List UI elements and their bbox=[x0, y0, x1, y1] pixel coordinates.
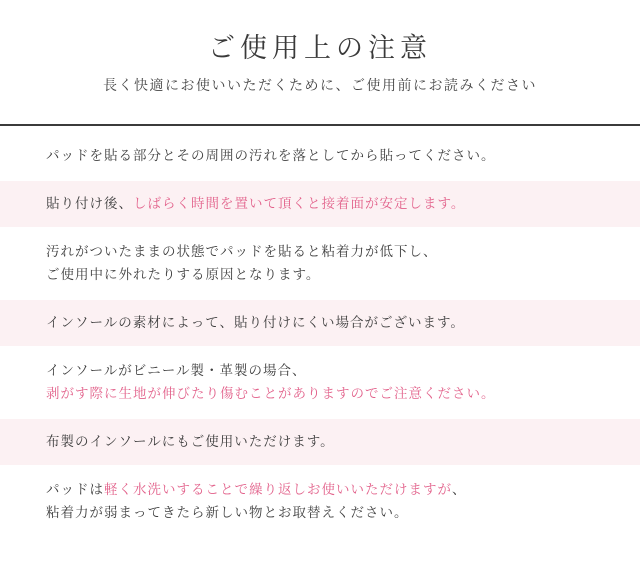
header bbox=[0, 0, 640, 124]
page-subtitle: 長く快適にお使いいただくために、ご使用前にお読みください bbox=[103, 78, 537, 94]
note-text: 粘着力が弱まってきたら新しい物とお取替えください。 bbox=[46, 504, 409, 521]
note-row-3 bbox=[0, 227, 640, 300]
note-text: パッドを貼る部分とその周囲の汚れを落としてから貼ってください。 bbox=[46, 147, 496, 164]
note-line bbox=[46, 502, 640, 525]
note-text: ご使用中に外れたりする原因となります。 bbox=[46, 266, 321, 283]
note-row-6 bbox=[0, 419, 640, 465]
note-text: 布製のインソールにもご使用いただけます。 bbox=[46, 433, 335, 450]
note-row-4 bbox=[0, 300, 640, 346]
note-highlight-text: 軽く水洗いすることで繰り返しお使いいただけますが bbox=[104, 481, 452, 498]
note-text: 、 bbox=[452, 481, 467, 498]
note-line bbox=[46, 431, 640, 454]
page-title: ご使用上の注意 bbox=[208, 33, 432, 64]
note-text: 貼り付け後、 bbox=[46, 195, 133, 212]
note-line bbox=[46, 145, 640, 168]
note-row-2 bbox=[0, 181, 640, 227]
note-line bbox=[46, 193, 640, 216]
note-row-1 bbox=[0, 131, 640, 181]
note-highlight-text: 剥がす際に生地が伸びたり傷むことがありますのでご注意ください。 bbox=[46, 385, 496, 402]
note-text: 汚れがついたままの状態でパッドを貼ると粘着力が低下し、 bbox=[46, 243, 438, 260]
note-row-7 bbox=[0, 465, 640, 538]
note-highlight-text: しばらく時間を置いて頂くと接着面が安定します。 bbox=[133, 195, 466, 212]
note-line bbox=[46, 241, 640, 264]
note-text: インソールの素材によって、貼り付けにくい場合がございます。 bbox=[46, 314, 465, 331]
note-row-5 bbox=[0, 346, 640, 419]
note-line bbox=[46, 383, 640, 406]
note-text: パッドは bbox=[46, 481, 104, 498]
note-line bbox=[46, 312, 640, 335]
note-line bbox=[46, 264, 640, 287]
note-line bbox=[46, 479, 640, 502]
header-divider bbox=[0, 124, 640, 126]
note-line bbox=[46, 360, 640, 383]
note-text: インソールがビニール製・革製の場合、 bbox=[46, 362, 307, 379]
